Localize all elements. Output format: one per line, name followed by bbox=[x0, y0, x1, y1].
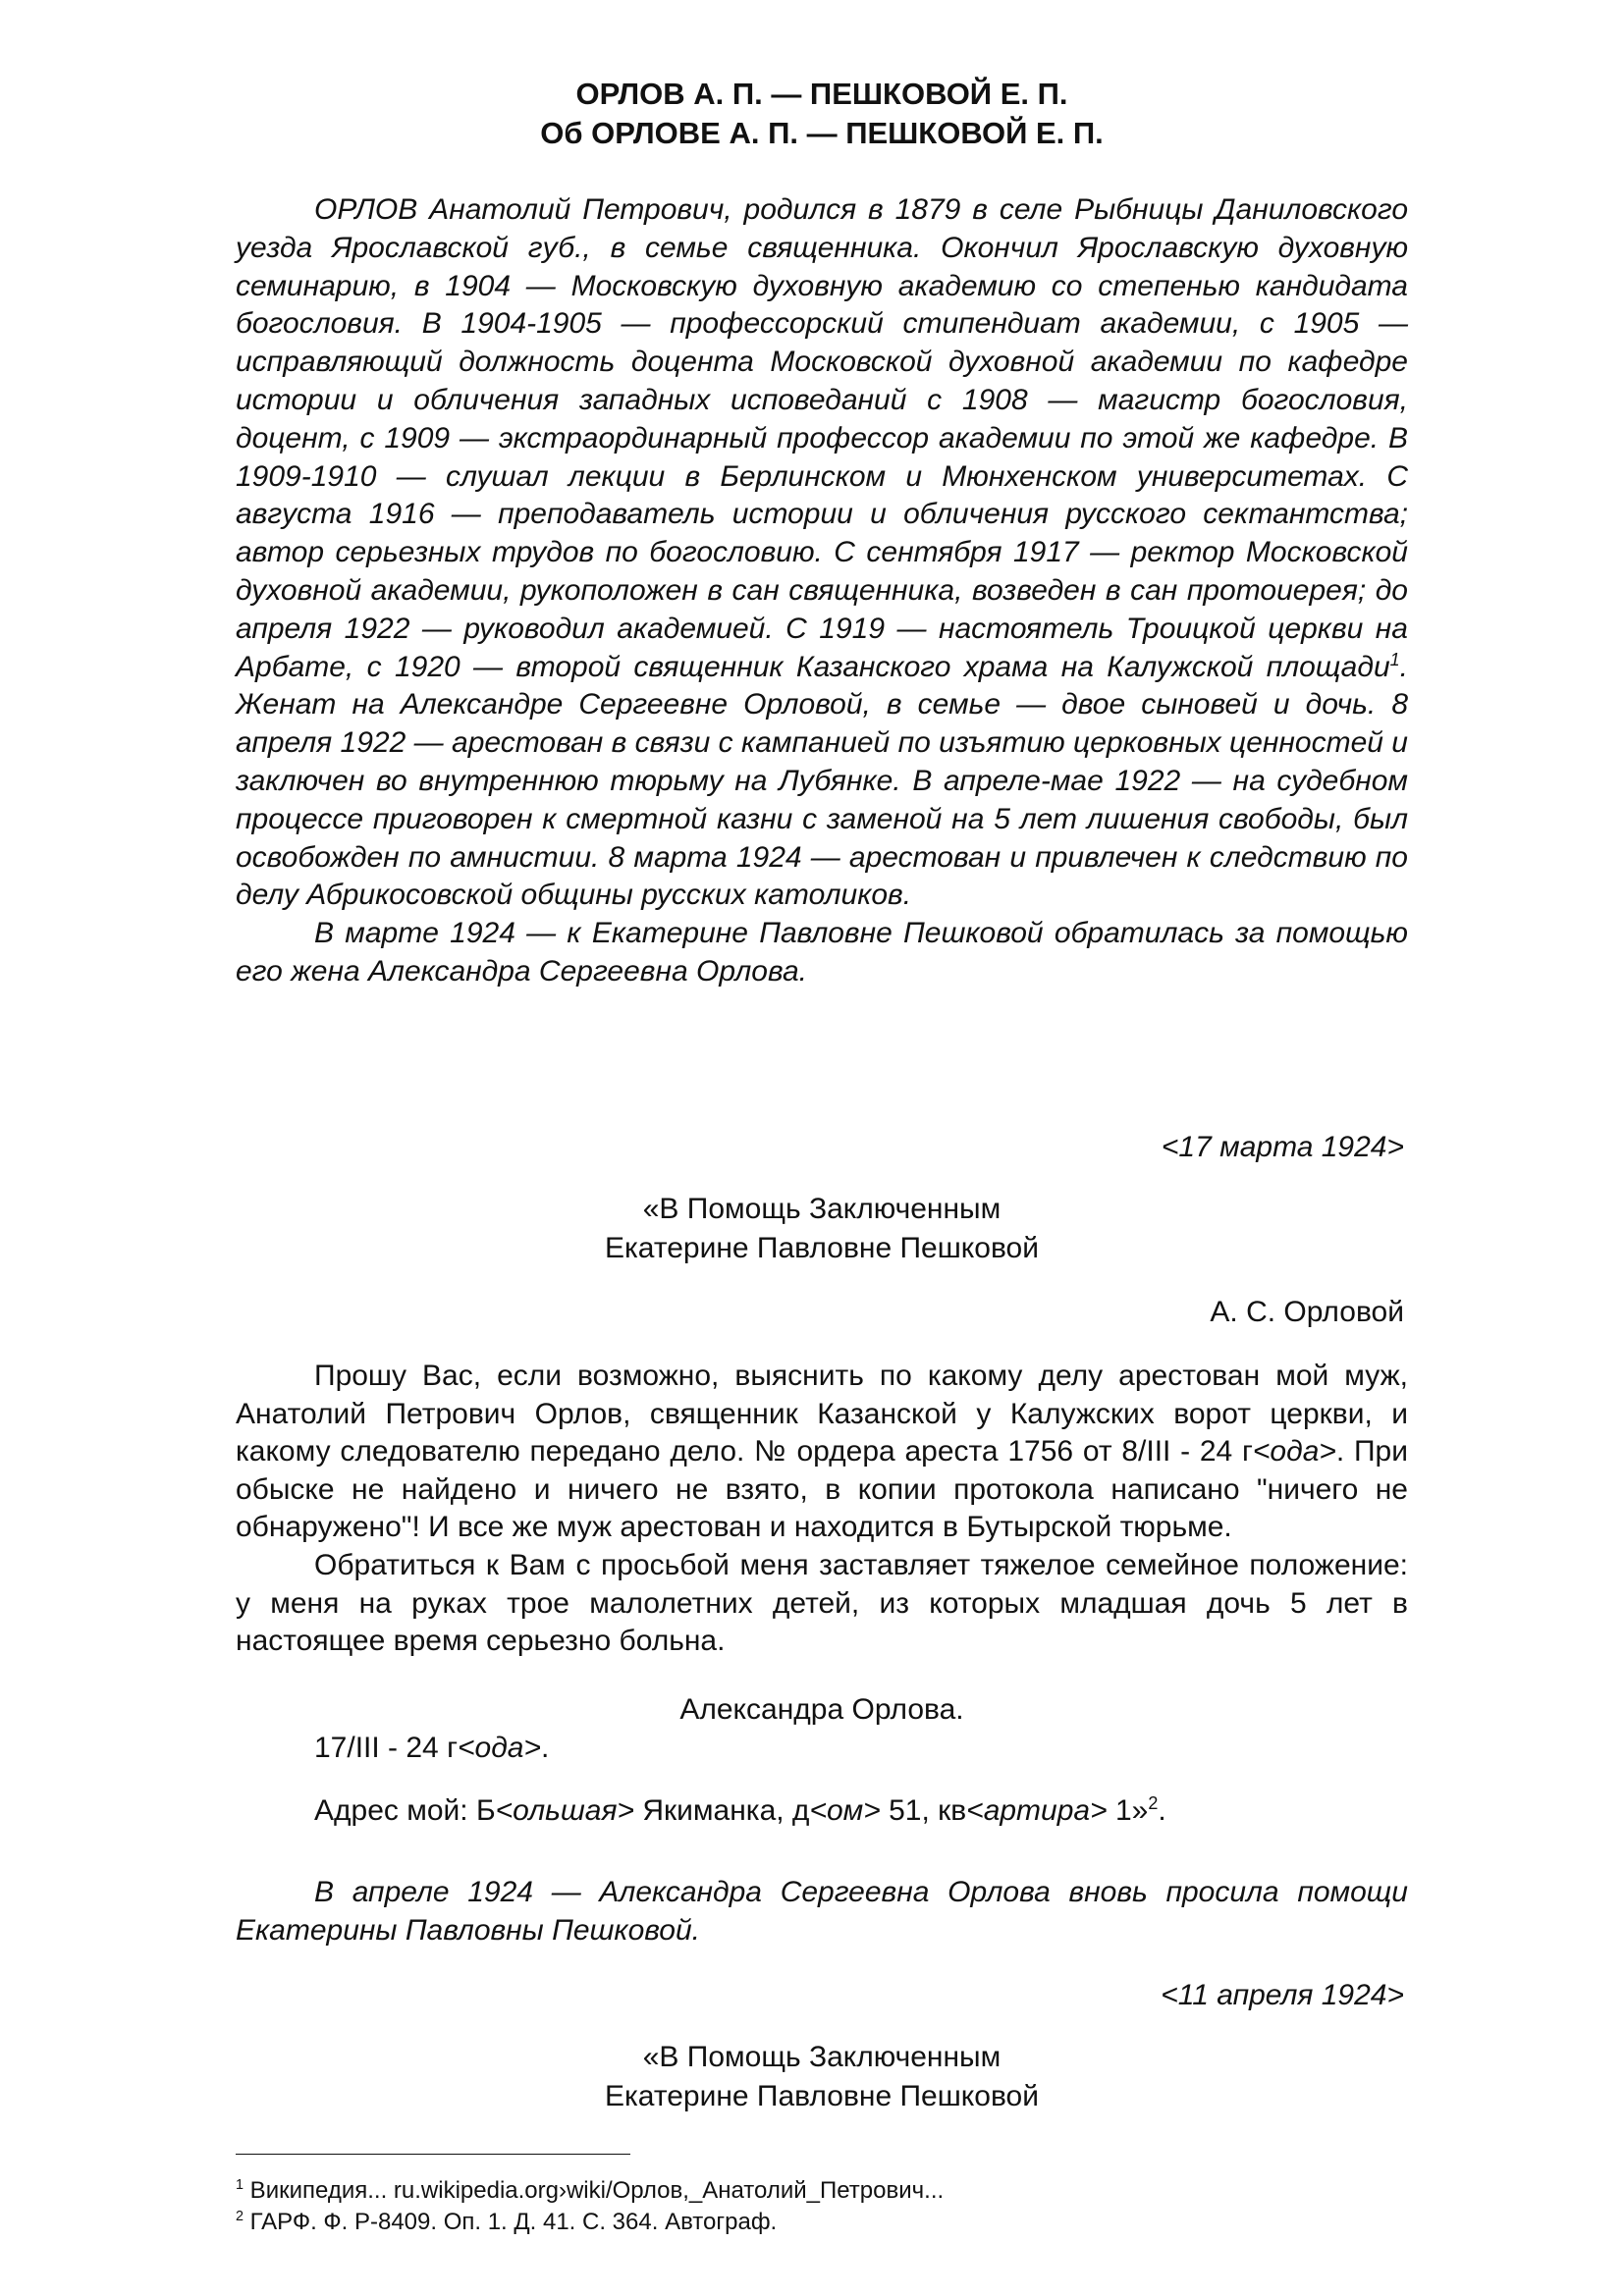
title-line-2: Об ОРЛОВЕ А. П. — ПЕШКОВОЙ Е. П. bbox=[540, 116, 1104, 150]
footnote-separator bbox=[236, 2154, 630, 2155]
biography-text-part-2: . Женат на Александре Сергеевне Орловой, в семье — двое сыновей и дочь. 8 апреля 1922 — арестован в связи с кампанией по изъятию церковных ценностей и заключен во внутреннюю тюрьму на Лубянке. В апреле-мае 1922 — на судебном процессе приговорен к смертной казни с заменой на 5 лет лишения свободы, был освобожден по амнистии. 8 марта 1924 — арестован и привлечен к следствию по делу Абрикосовской общины русских католиков. bbox=[236, 650, 1408, 912]
footnote-1 bbox=[236, 2177, 944, 2205]
address-text: Адрес мой: Б bbox=[314, 1794, 496, 1827]
letter-text: . При обыске не найдено и ничего не взято, в копии протокола написано "ничего не обнаружено"! И все же муж арестован и находится в Бутырской тюрьме. bbox=[236, 1435, 1408, 1544]
letter-1-signature: Александра Орлова. bbox=[679, 1693, 964, 1726]
editorial-expansion: <ольшая> bbox=[495, 1794, 635, 1827]
biography-text-part-1: ОРЛОВ Анатолий Петрович, родился в 1879 в селе Рыбницы Даниловского уезда Ярославской губ., в семье священника. Окончил Ярославскую духовную семинарию, в 1904 — Московскую духовную академию со степенью кандидата богословия. В 1904-1905 — профессорский стипендиат академии, с 1905 — исправляющий должность доцента Московской духовной академии по кафедре истории и обличения западных исповеданий с 1908 — магистр богословия, доцент, с 1909 — экстраординарный профессор академии по этой же кафедре. В 1909-1910 — слушал лекции в Берлинском и Мюнхенском университетах. С августа 1916 — преподаватель истории и обличения русского сектантства; автор серьезных трудов по богословию. С сентября 1917 — ректор Московской духовной академии, рукоположен в сан священника, возведен в сан протоиерея; до апреля 1922 — руководил академией. С 1919 — настоятель Троицкой церкви на Арбате, с 1920 — второй священник Казанского храма на Калужской площади bbox=[236, 193, 1408, 683]
letter-1-paragraph-1 bbox=[236, 1358, 1408, 1547]
footnote-text: Википедия... ru.wikipedia.org›wiki/Орлов,_Анатолий_Петрович... bbox=[244, 2177, 945, 2204]
address-text: Якиманка, д bbox=[634, 1794, 810, 1827]
addressee-line-1: «В Помощь Заключенным bbox=[642, 2041, 1001, 2073]
biography-intro-paragraph: В марте 1924 — к Екатерине Павловне Пешковой обратилась за помощью его жена Александра Сергеевна Орлова. bbox=[236, 917, 1408, 988]
document-title bbox=[236, 75, 1408, 153]
footnote-ref-1[interactable]: 1 bbox=[1389, 649, 1400, 669]
footnote-2 bbox=[236, 2209, 777, 2236]
letter-text: Прошу Вас, если возможно, выяснить по какому делу арестован мой муж, Анатолий Петрович Орлов, священник Казанской у Калужских ворот церкви, и какому следователю передано дело. № ордера ареста 1756 от 8/III - 24 г bbox=[236, 1360, 1408, 1468]
letter-1-address bbox=[314, 1792, 1166, 1830]
biography-section bbox=[236, 191, 1408, 991]
footnote-ref-2[interactable]: 2 bbox=[1148, 1793, 1159, 1813]
title-line-1: ОРЛОВ А. П. — ПЕШКОВОЙ Е. П. bbox=[575, 77, 1068, 111]
biography-paragraph bbox=[236, 191, 1408, 915]
editorial-expansion: <артира> bbox=[966, 1794, 1108, 1827]
letter-1-body bbox=[236, 1358, 1408, 1661]
address-text: . bbox=[1158, 1794, 1166, 1827]
letter-1-paragraph-2: Обратиться к Вам с просьбой меня заставляет тяжелое семейное положение: у меня на руках трое малолетних детей, из которых младшая дочь 5 лет в настоящее время серьезно больна. bbox=[236, 1548, 1408, 1658]
footnote-number: 1 bbox=[236, 2177, 244, 2193]
editorial-expansion: <ода> bbox=[1252, 1435, 1336, 1468]
letter-1-addressee bbox=[236, 1190, 1408, 1268]
address-text: 1» bbox=[1107, 1794, 1149, 1827]
address-text: 51, кв bbox=[880, 1794, 967, 1827]
editorial-expansion: <ом> bbox=[809, 1794, 881, 1827]
footnote-number: 2 bbox=[236, 2209, 244, 2224]
footnote-text: ГАРФ. Ф. Р-8409. Оп. 1. Д. 41. С. 364. Автограф. bbox=[244, 2209, 778, 2235]
addressee-line-2: Екатерине Павловне Пешковой bbox=[605, 1232, 1039, 1264]
letter-2-addressee bbox=[236, 2038, 1408, 2116]
letter-1-date-line bbox=[314, 1730, 549, 1767]
date-text: . bbox=[541, 1732, 550, 1764]
date-text: 17/III - 24 г bbox=[314, 1732, 459, 1764]
addressee-line-2: Екатерине Павловне Пешковой bbox=[605, 2080, 1039, 2112]
addressee-line-1: «В Помощь Заключенным bbox=[642, 1193, 1001, 1225]
letter-1-date: <17 марта 1924> bbox=[1161, 1131, 1404, 1163]
editorial-expansion: <ода> bbox=[458, 1732, 542, 1764]
letter-2-date: <11 апреля 1924> bbox=[1161, 1979, 1404, 2011]
letter-1-sender: А. С. Орловой bbox=[1210, 1296, 1404, 1328]
letter-2-intro: В апреле 1924 — Александра Сергеевна Орлова вновь просила помощи Екатерины Павловны Пешковой. bbox=[236, 1876, 1408, 1947]
